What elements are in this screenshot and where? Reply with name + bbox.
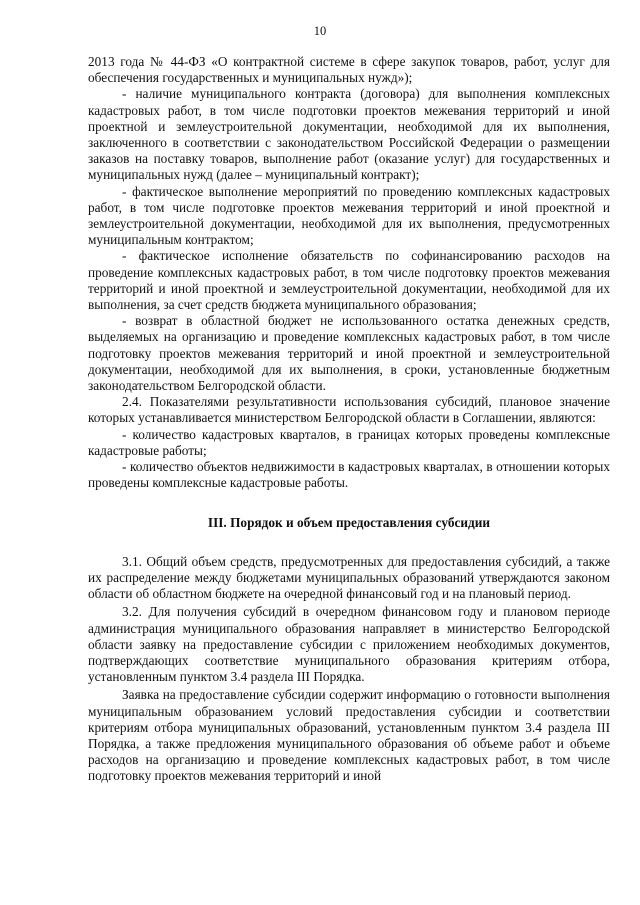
paragraph-budget-return: - возврат в областной бюджет не использованного остатка денежных средств, выделяемых на организацию и проведение комплексных кадастровых работ, в том числе подготовку проектов межевания территорий и иной проектной и землеустроительной документации, необходимой для их выполнения, в сроки, установленные бюджетным законодательством Белгородской области.: [88, 313, 610, 394]
paragraph-3-1: 3.1. Общий объем средств, предусмотренных для предоставления субсидий, а также их распределение между бюджетами муниципальных образований утверждаются законом области об областном бюджете на очередной финансовый год и на плановый период.: [88, 553, 610, 602]
paragraph-application-content: Заявка на предоставление субсидии содержит информацию о готовности выполнения муниципальным образованием условий предоставления субсидии и соответствии критериям отбора муниципальных образований, установленным пунктом 3.4 раздела III Порядка, а также предложения муниципального образования об объеме работ и объеме расходов на организацию и проведение комплексных кадастровых работ, в том числе подготовку проектов межевания территорий и иной: [88, 687, 610, 784]
paragraph-cadastral-quarters: - количество кадастровых кварталов, в границах которых проведены комплексные кадастровые работы;: [88, 426, 610, 458]
paragraph-municipal-contract: - наличие муниципального контракта (договора) для выполнения комплексных кадастровых работ, в том числе подготовки проектов межевания территорий и иной проектной и землеустроительной документации, необходимой для их выполнения, заключенного в соответствии с законодательством Российской Федерации о размещении заказов на поставку товаров, выполнение работ (оказание услуг) для государственных и муниципальных нужд (далее – муниципальный контракт);: [88, 86, 610, 183]
paragraph-cofinancing: - фактическое исполнение обязательств по софинансированию расходов на проведение комплексных кадастровых работ, в том числе подготовку проектов межевания территорий и иной проектной и землеустроительной документации, необходимой для их выполнения, за счет средств бюджета муниципального образования;: [88, 248, 610, 313]
paragraph-3-2: 3.2. Для получения субсидий в очередном финансовом году и плановом периоде администрация муниципального образования направляет в министерство Белгородской области заявку на предоставление субсидии с приложением необходимых документов, подтверждающих соответствие муниципального образования критериям отбора, установленным пунктом 3.4 раздела III Порядка.: [88, 604, 610, 685]
document-body: [88, 54, 610, 785]
paragraph-real-estate-objects: - количество объектов недвижимости в кадастровых кварталах, в отношении которых проведены комплексные кадастровые работы.: [88, 459, 610, 491]
paragraph-contract-law-continuation: 2013 года № 44-ФЗ «О контрактной системе в сфере закупок товаров, работ, услуг для обеспечения государственных и муниципальных нужд»);: [88, 54, 610, 86]
paragraph-performance-indicators: 2.4. Показателями результативности использования субсидий, плановое значение которых устанавливается министерством Белгородской области в Соглашении, являются:: [88, 394, 610, 426]
section-heading: III. Порядок и объем предоставления субсидии: [207, 515, 491, 531]
page-number: 10: [313, 24, 327, 38]
paragraph-actual-performance: - фактическое выполнение мероприятий по проведению комплексных кадастровых работ, в том числе подготовке проектов межевания территорий и иной проектной и землеустроительной документации, необходимой для их выполнения, предусмотренных муниципальным контрактом;: [88, 183, 610, 248]
